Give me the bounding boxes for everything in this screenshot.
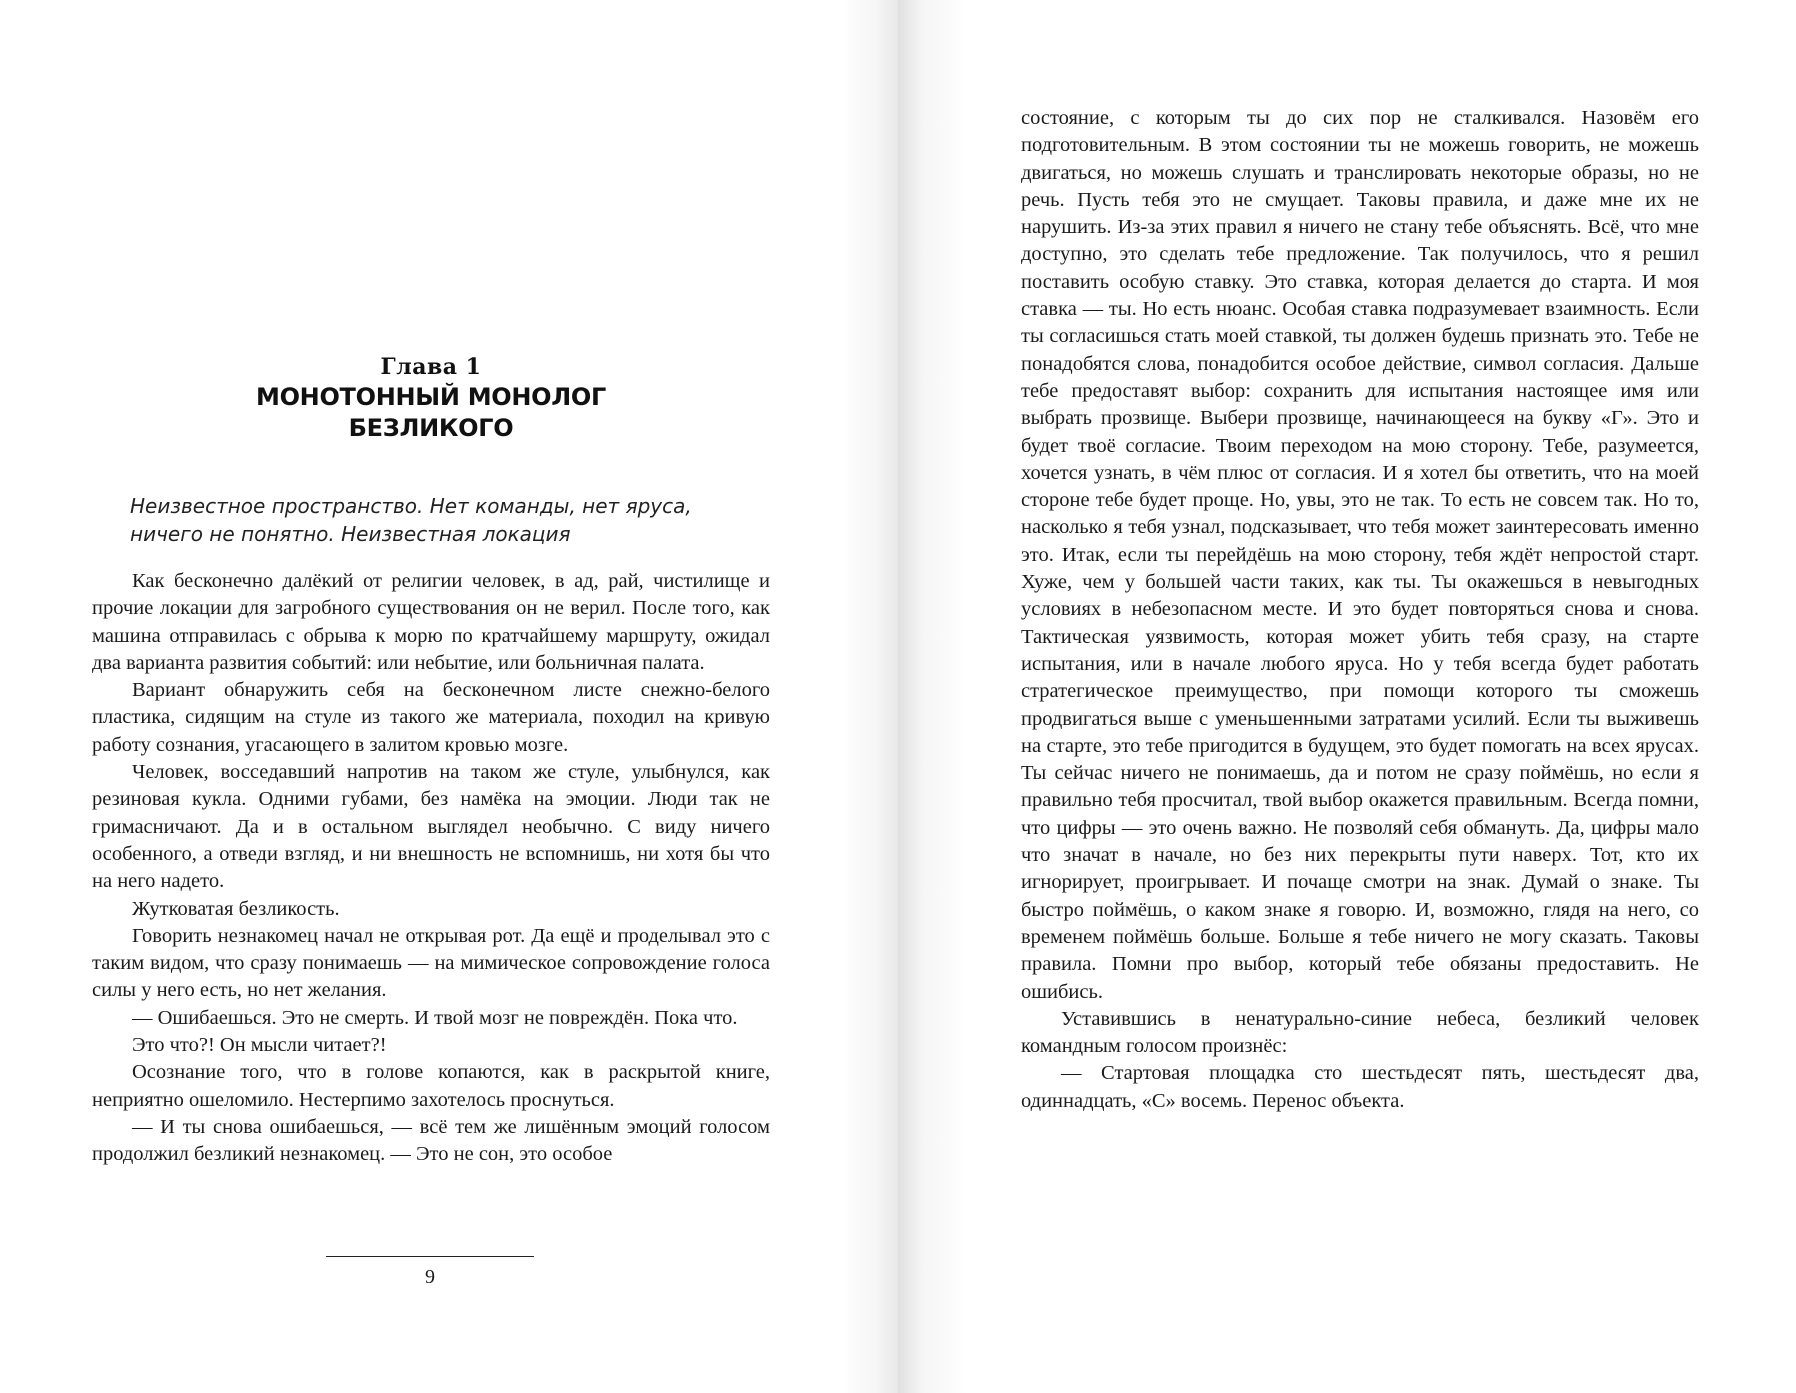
paragraph: Говорить незнакомец начал не открывая рот. Да ещё и проделывал это с таким видом, что сразу понимаешь — на мимическое сопровождение голоса силы у него есть, но нет желания. — [92, 924, 770, 1002]
left-page-body — [92, 568, 770, 1169]
gutter-shadow-left — [840, 0, 898, 1393]
chapter-title-line-2: БЕЗЛИКОГО — [348, 414, 514, 442]
gutter-shadow-right — [898, 0, 968, 1393]
paragraph: состояние, с которым ты до сих пор не сталкивался. Назовём его подготовительным. В этом состоянии ты не можешь говорить, не можешь двигаться, но можешь слушать и транслировать некоторые образы, но не речь. Пусть тебя это не смущает. Таковы правила, и даже мне их не нарушить. Из-за этих правил я ничего не стану тебе объяснять. Всё, что мне доступно, это сделать тебе предложение. Так получилось, что я решил поставить особую ставку. Это ставка, которая делается до старта. И моя ставка — ты. Но есть нюанс. Особая ставка подразумевает взаимность. Если ты согласишься стать моей ставкой, ты должен будешь признать это. Тебе не понадобятся слова, понадобится особое действие, символ согласия. Дальше тебе предоставят выбор: сохранить для испытания настоящее имя или выбрать прозвище. Выбери прозвище, начинающееся на букву «Г». Это и будет твоё согласие. Твоим переходом на мою сторону. Тебе, разумеется, хочется узнать, в чём плюс от согласия. И я хотел бы ответить, что на моей стороне тебе будет проще. Но, увы, это не так. То есть не совсем так. Но то, насколько я тебя узнал, подсказывает, что тебя может заинтересовать именно это. Итак, если ты перейдёшь на мою сторону, тебя ждёт непростой старт. Хуже, чем у большей части таких, как ты. Ты окажешься в невыгодных условиях в небезопасном месте. И это будет повторяться снова и снова. Тактическая уязвимость, которая может убить тебя сразу, на старте испытания, или в начале любого яруса. Но у тебя всегда будет работать стратегическое преимущество, при помощи которого ты сможешь продвигаться выше с уменьшенными затратами усилий. Если ты выживешь на старте, это тебе пригодится в будущем, это будет помогать на всех ярусах. Ты сейчас ничего не понимаешь, да и потом не сразу поймёшь, но если я правильно тебя просчитал, твой выбор окажется правильным. Всегда помни, что цифры — это очень важно. Не позволяй себя обмануть. Да, цифры мало что значат в начале, но без них перекрыты пути наверх. Тот, кто их игнорирует, проигрывает. И почаще смотри на знак. Думай о знаке. Ты быстро поймёшь, о каком знаке я говорю. И, возможно, глядя на него, со временем поймёшь больше. Больше я тебе ничего не могу сказать. Таковы правила. Помни про выбор, который тебе обязаны предоставить. Не ошибись. — [1021, 107, 1699, 1003]
paragraph: — Стартовая площадка сто шестьдесят пять, шестьдесят два, одиннадцать, «С» восемь. Перенос объекта. — [1021, 1062, 1699, 1112]
paragraph: Жутковатая безликость. — [132, 897, 340, 920]
paragraph: Уставившись в ненатурально-синие небеса, безликий человек командным голосом произнёс: — [1021, 1007, 1699, 1058]
epigraph-line-1: Неизвестное пространство. Нет команды, нет яруса, — [130, 494, 692, 518]
right-page — [898, 0, 1796, 1393]
chapter-number: Глава 1 — [380, 354, 482, 380]
paragraph: — И ты снова ошибаешься, — всё тем же лишённым эмоций голосом продолжил безликий незнакомец. — Это не сон, это особое — [92, 1115, 770, 1166]
footer-rule — [326, 1256, 534, 1257]
page-number: 9 — [425, 1266, 435, 1288]
chapter-header — [92, 352, 770, 444]
paragraph: Осознание того, что в голове копаются, как в раскрытой книге, неприятно ошеломило. Нестерпимо захотелось проснуться. — [92, 1061, 770, 1111]
paragraph: Это что?! Он мысли читает?! — [132, 1034, 387, 1057]
paragraph: — Ошибаешься. Это не смерть. И твой мозг не повреждён. Пока что. — [132, 1006, 738, 1029]
epigraph — [130, 492, 770, 548]
paragraph: Вариант обнаружить себя на бесконечном листе снежно-белого пластика, сидящим на стуле из такого же материала, походил на кривую работу сознания, угасающего в залитом кровью мозге. — [92, 679, 770, 756]
right-page-body — [1021, 105, 1699, 1115]
epigraph-line-2: ничего не понятно. Неизвестная локация — [130, 522, 571, 546]
paragraph: Человек, восседавший напротив на таком же стуле, улыбнулся, как резиновая кукла. Одними губами, без намёка на эмоции. Люди так не гримасничают. Да и в остальном выглядел необычно. С виду ничего особенного, а отведи взгляд, и ни внешность не вспомнишь, ни хотя бы что на него надето. — [92, 761, 770, 893]
chapter-title-line-1: МОНОТОННЫЙ МОНОЛОГ — [255, 383, 607, 411]
paragraph: Как бесконечно далёкий от религии человек, в ад, рай, чистилище и прочие локации для загробного существования он не верил. После того, как машина отправилась с обрыва к морю по кратчайшему маршруту, ожидал два варианта развития событий: или небытие, или больничная палата. — [92, 570, 770, 674]
